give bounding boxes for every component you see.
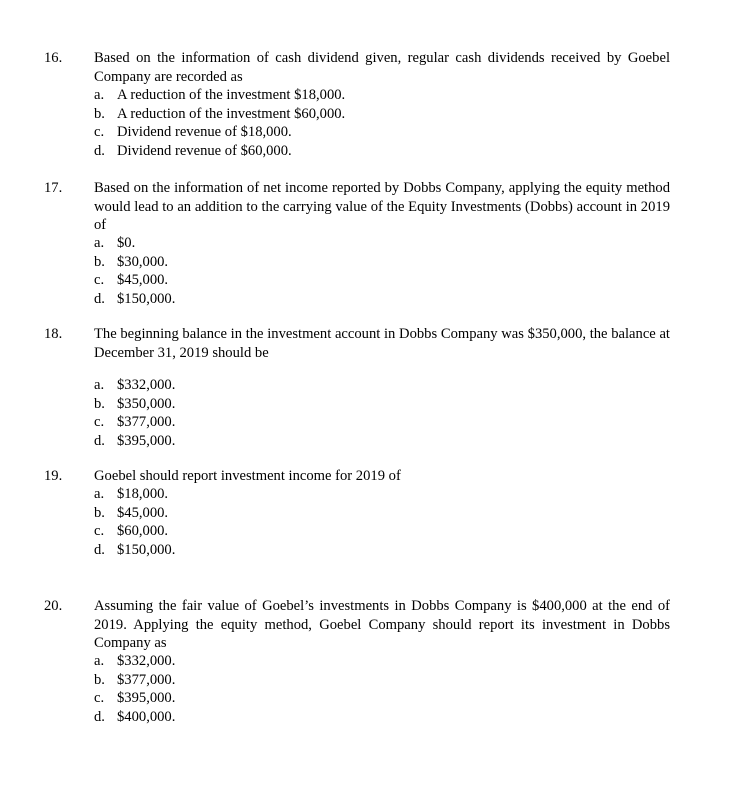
option-list — [94, 86, 345, 160]
option-a — [94, 485, 175, 504]
option-letter: a. — [94, 377, 105, 393]
option-text: $395,000. — [117, 432, 176, 449]
option-a — [94, 234, 175, 253]
option-text: $350,000. — [117, 395, 176, 412]
option-text: Dividend revenue of $18,000. — [117, 124, 292, 140]
option-text: $377,000. — [117, 671, 176, 688]
question-number: 18. — [44, 326, 63, 342]
option-c — [94, 689, 175, 708]
option-d — [94, 708, 175, 727]
option-letter: a. — [94, 87, 105, 103]
option-letter: a. — [94, 653, 105, 669]
option-text: $45,000. — [117, 504, 169, 521]
question-stem: Based on the information of net income reported by Dobbs Company, applying the equity method would lead to an addition to the carrying value of the Equity Investments (Dobbs) account in 2019 of — [94, 180, 670, 233]
option-a — [94, 376, 175, 395]
option-text: A reduction of the investment $18,000. — [117, 87, 346, 103]
option-text: $150,000. — [117, 290, 176, 307]
option-list — [94, 376, 175, 450]
option-a — [94, 652, 175, 671]
option-letter: d. — [94, 708, 105, 725]
option-letter: c. — [94, 690, 105, 706]
question-stem: Goebel should report investment income for 2019 of — [94, 468, 401, 484]
option-c — [94, 413, 175, 432]
option-text: $332,000. — [117, 653, 176, 669]
option-letter: c. — [94, 523, 105, 539]
option-text: $45,000. — [117, 272, 169, 288]
question-number: 16. — [44, 50, 63, 66]
option-b — [94, 105, 345, 124]
option-letter: b. — [94, 671, 105, 688]
option-b — [94, 395, 175, 414]
option-b — [94, 671, 175, 690]
option-d — [94, 432, 175, 451]
option-list — [94, 485, 175, 559]
option-a — [94, 86, 345, 105]
option-letter: b. — [94, 504, 105, 521]
option-text: $0. — [117, 235, 136, 251]
option-text: $395,000. — [117, 690, 176, 706]
option-text: $60,000. — [117, 523, 169, 539]
option-text: Dividend revenue of $60,000. — [117, 142, 292, 159]
option-d — [94, 541, 175, 560]
option-letter: d. — [94, 432, 105, 449]
option-text: $150,000. — [117, 541, 176, 558]
option-letter: a. — [94, 235, 105, 251]
option-letter: a. — [94, 486, 105, 502]
option-text: $30,000. — [117, 253, 169, 270]
question-number: 20. — [44, 598, 63, 614]
option-letter: c. — [94, 414, 105, 430]
option-list — [94, 234, 175, 308]
option-letter: d. — [94, 142, 105, 159]
option-list — [94, 652, 175, 726]
question-stem: Based on the information of cash dividend given, regular cash dividends received by Goebel Company are recorded as — [94, 50, 670, 85]
option-text: $377,000. — [117, 414, 176, 430]
option-d — [94, 142, 345, 161]
option-letter: c. — [94, 272, 105, 288]
option-letter: d. — [94, 541, 105, 558]
option-c — [94, 271, 175, 290]
option-d — [94, 290, 175, 309]
option-letter: b. — [94, 395, 105, 412]
option-letter: c. — [94, 124, 105, 140]
option-letter: b. — [94, 105, 105, 122]
question-number: 19. — [44, 468, 63, 484]
question-stem: The beginning balance in the investment account in Dobbs Company was $350,000, the balance at December 31, 2019 should be — [94, 326, 670, 361]
option-text: $18,000. — [117, 486, 169, 502]
option-text: $332,000. — [117, 377, 176, 393]
option-letter: d. — [94, 290, 105, 307]
option-b — [94, 504, 175, 523]
option-letter: b. — [94, 253, 105, 270]
option-b — [94, 253, 175, 272]
option-text: A reduction of the investment $60,000. — [117, 105, 346, 122]
question-number: 17. — [44, 180, 63, 196]
option-c — [94, 123, 345, 142]
option-text: $400,000. — [117, 708, 176, 725]
option-c — [94, 522, 175, 541]
question-stem: Assuming the fair value of Goebel’s investments in Dobbs Company is $400,000 at the end of 2019. Applying the equity method, Goebel Company should report its investment in Dobbs Company as — [94, 598, 670, 651]
